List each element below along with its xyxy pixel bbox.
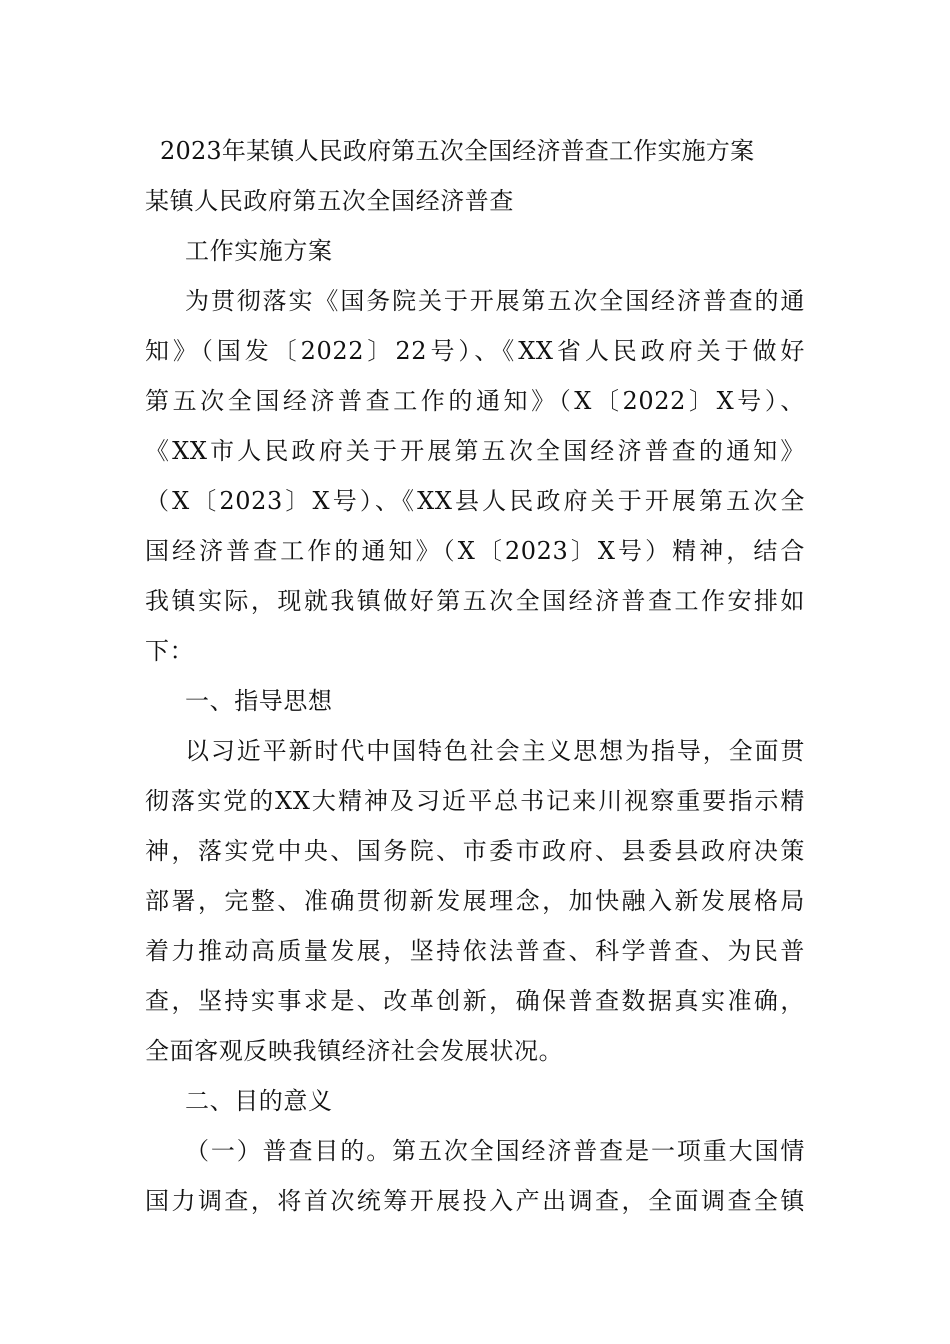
intro-line: 我镇实际，现就我镇做好第五次全国经济普查工作安排如 [145,587,805,615]
intro-line: 《XX市人民政府关于开展第五次全国经济普查的通知》 [145,437,805,465]
section2-line: 国力调查，将首次统筹开展投入产出调查，全面调查全镇 [145,1187,805,1215]
section1-line: 查，坚持实事求是、改革创新，确保普查数据真实准确， [145,987,805,1015]
intro-line: 国经济普查工作的通知》（X〔2023〕X号）精神，结合 [145,537,805,565]
section-heading-purpose: 二、目的意义 [185,1087,333,1115]
section1-line: 神，落实党中央、国务院、市委市政府、县委县政府决策 [145,837,805,865]
intro-line: 第五次全国经济普查工作的通知》（X〔2022〕X号）、 [145,387,805,415]
subtitle-line-1: 某镇人民政府第五次全国经济普查 [145,187,514,215]
intro-line: 为贯彻落实《国务院关于开展第五次全国经济普查的通 [185,287,805,315]
subtitle-line-2: 工作实施方案 [185,237,333,265]
section1-line: 彻落实党的XX大精神及习近平总书记来川视察重要指示精 [145,787,805,815]
section1-line: 部署，完整、准确贯彻新发展理念，加快融入新发展格局 [145,887,805,915]
section2-line: （一）普查目的。第五次全国经济普查是一项重大国情 [185,1137,805,1165]
section1-line: 全面客观反映我镇经济社会发展状况。 [145,1037,564,1065]
document-title: 2023年某镇人民政府第五次全国经济普查工作实施方案 [160,137,755,165]
intro-line: （X〔2023〕X号）、《XX县人民政府关于开展第五次全 [145,487,805,515]
intro-line: 知》（国发〔2022〕22号）、《XX省人民政府关于做好 [145,337,805,365]
section1-line: 着力推动高质量发展，坚持依法普查、科学普查、为民普 [145,937,805,965]
section1-line: 以习近平新时代中国特色社会主义思想为指导，全面贯 [185,737,805,765]
section-heading-guiding-ideology: 一、指导思想 [185,687,333,715]
intro-line: 下： [145,637,195,665]
